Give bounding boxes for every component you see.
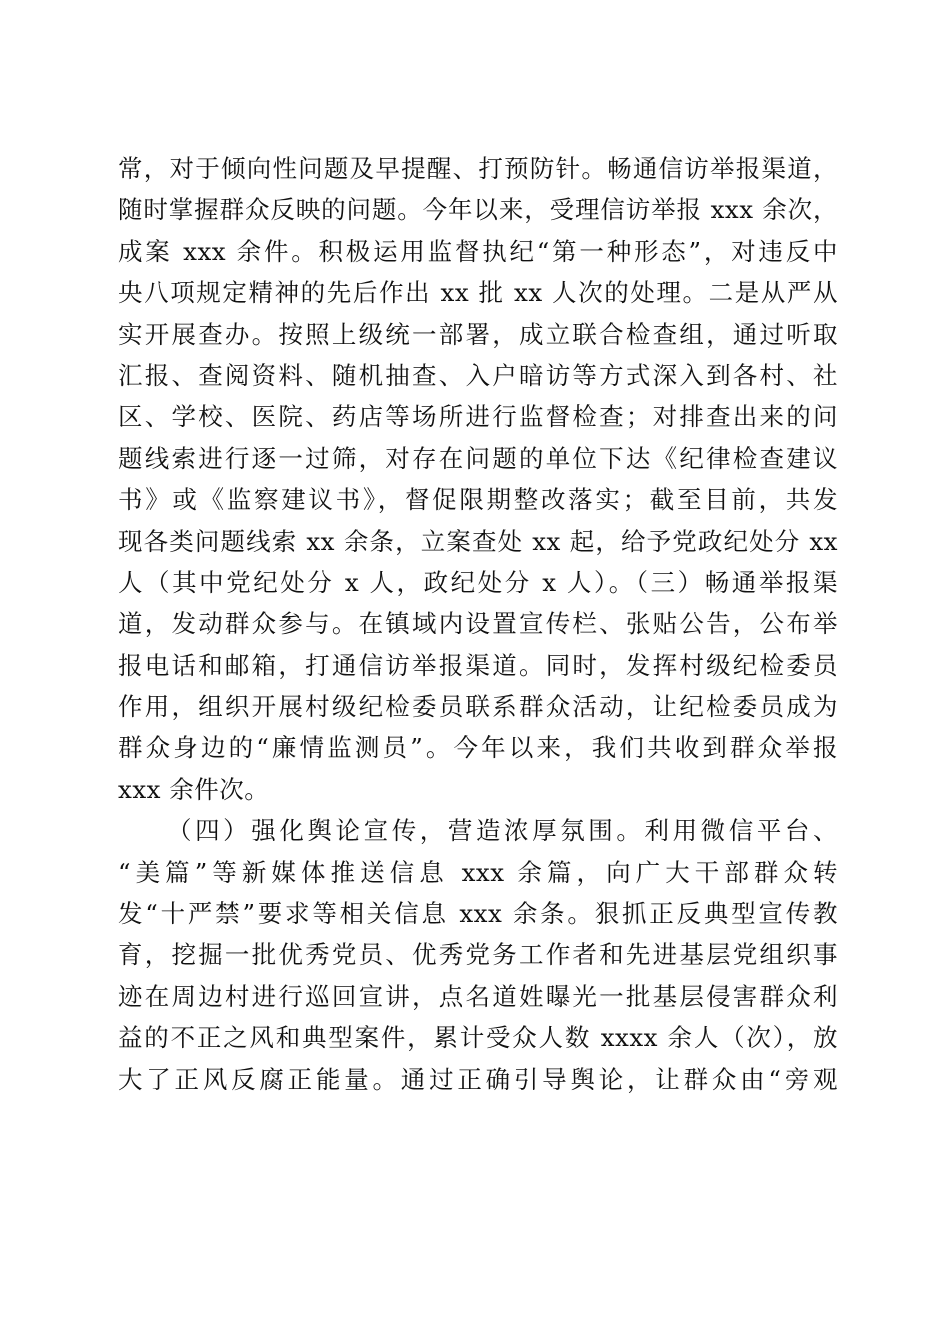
text-line: 书》或《监察建议书》，督促限期整改落实；截至目前，共发 xyxy=(118,485,838,515)
document-body xyxy=(118,148,838,1100)
text-line: 迹在周边村进行巡回宣讲，点名道姓曝光一批基层侵害群众利 xyxy=(118,981,838,1011)
text-line: xxx 余件次。 xyxy=(118,774,270,804)
text-line: 道，发动群众参与。在镇域内设置宣传栏、张贴公告，公布举 xyxy=(118,609,838,639)
text-line: 发“十严禁”要求等相关信息 xxx 余条。狠抓正反典型宣传教 xyxy=(118,899,838,929)
text-line: 汇报、查阅资料、随机抽查、入户暗访等方式深入到各村、社 xyxy=(118,360,838,390)
text-line: 大了正风反腐正能量。通过正确引导舆论，让群众由“旁观 xyxy=(118,1064,838,1094)
text-line: 成案 xxx 余件。积极运用监督执纪“第一种形态”，对违反中 xyxy=(118,236,838,266)
text-line: 央八项规定精神的先后作出 xx 批 xx 人次的处理。二是从严从 xyxy=(118,278,838,308)
text-line: 育，挖掘一批优秀党员、优秀党务工作者和先进基层党组织事 xyxy=(118,940,838,970)
text-line: 区、学校、医院、药店等场所进行监督检查；对排查出来的问 xyxy=(118,402,838,432)
text-line: 报电话和邮箱，打通信访举报渠道。同时，发挥村级纪检委员 xyxy=(118,650,838,680)
paragraph-2 xyxy=(118,810,838,1100)
text-line: “美篇”等新媒体推送信息 xxx 余篇，向广大干部群众转 xyxy=(118,857,838,887)
text-line: 实开展查办。按照上级统一部署，成立联合检查组，通过听取 xyxy=(118,319,838,349)
text-line: 现各类问题线索 xx 余条，立案查处 xx 起，给予党政纪处分 xx xyxy=(118,526,838,556)
text-line: （四）强化舆论宣传，营造浓厚氛围。利用微信平台、 xyxy=(167,816,838,846)
text-line: 群众身边的“廉情监测员”。今年以来，我们共收到群众举报 xyxy=(118,733,838,763)
text-line: 人（其中党纪处分 x 人，政纪处分 x 人）。（三）畅通举报渠 xyxy=(118,567,838,597)
text-line: 常，对于倾向性问题及早提醒、打预防针。畅通信访举报渠道， xyxy=(118,154,838,183)
paragraph-1 xyxy=(118,148,838,810)
text-line: 题线索进行逐一过筛，对存在问题的单位下达《纪律检查建议 xyxy=(118,443,838,473)
text-line: 随时掌握群众反映的问题。今年以来，受理信访举报 xxx 余次， xyxy=(118,195,838,225)
text-line: 作用，组织开展村级纪检委员联系群众活动，让纪检委员成为 xyxy=(118,692,838,722)
text-line: 益的不正之风和典型案件，累计受众人数 xxxx 余人（次），放 xyxy=(118,1023,838,1053)
